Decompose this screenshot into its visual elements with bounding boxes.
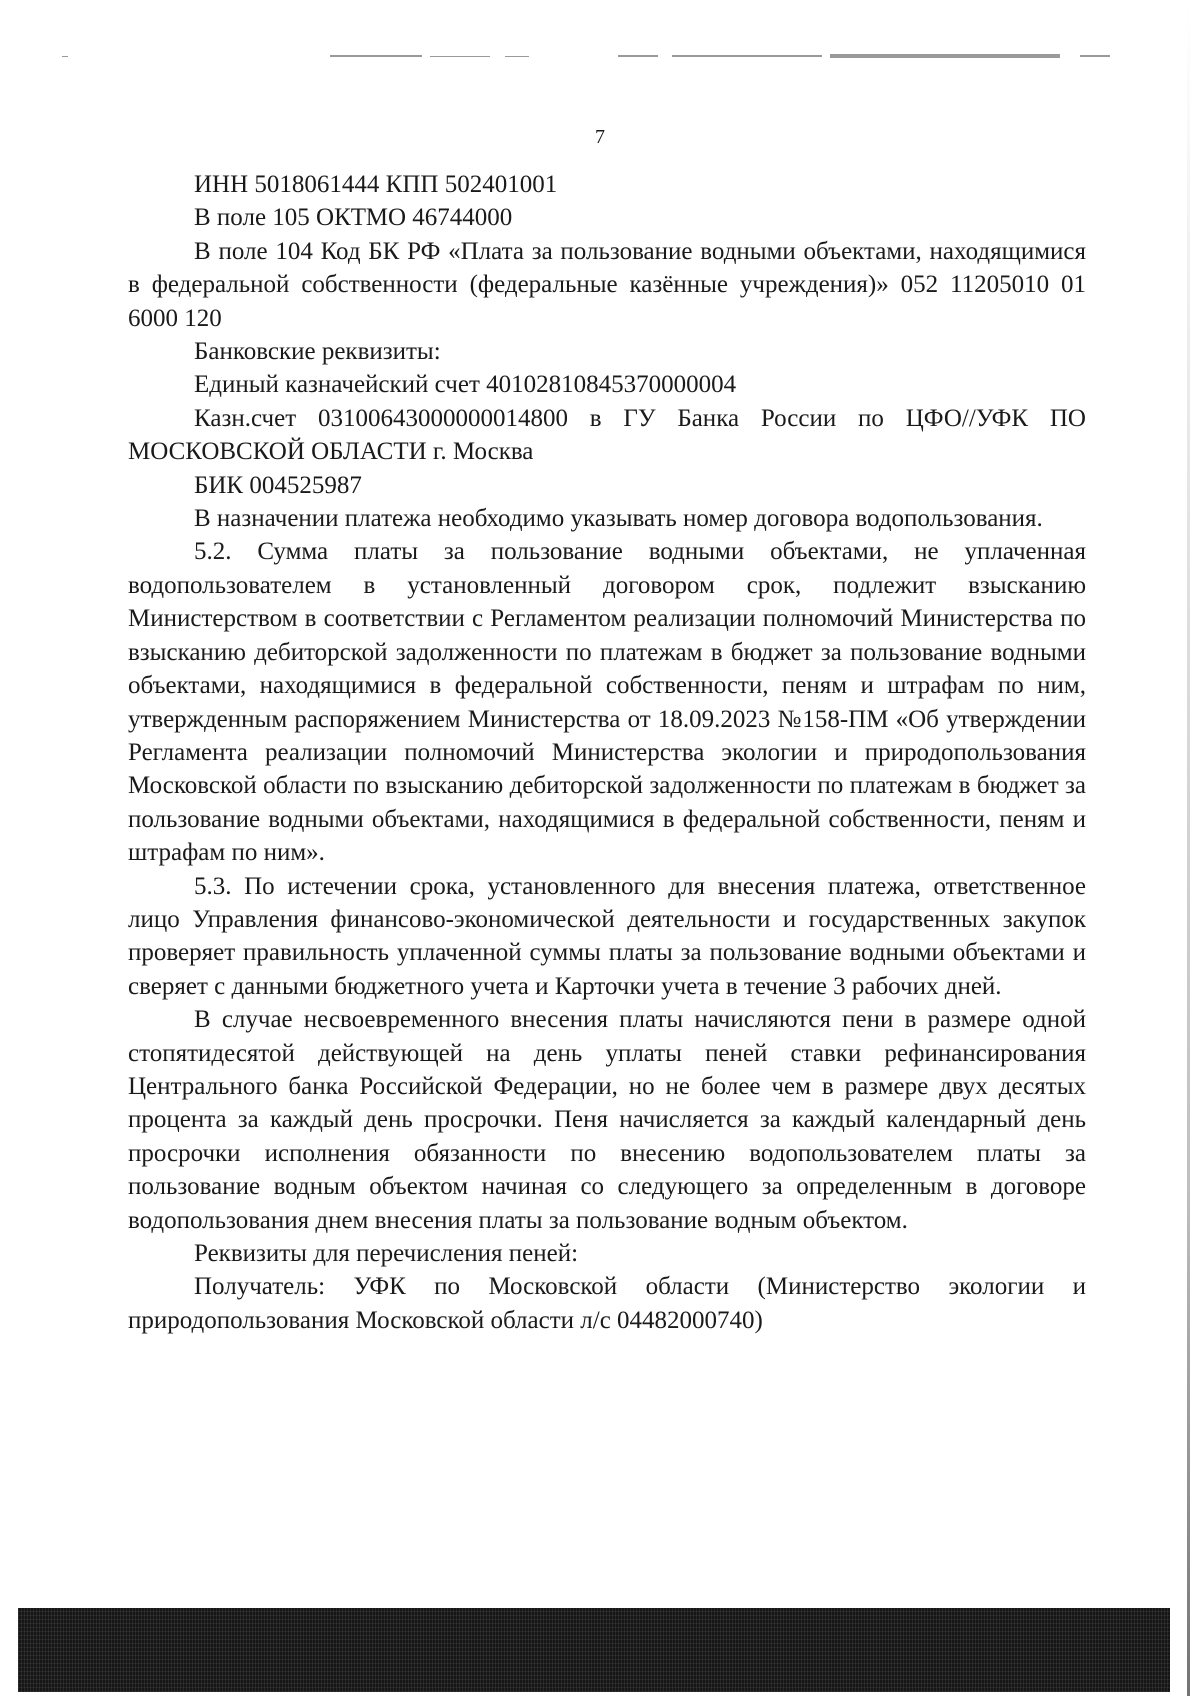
paragraph: 5.3. По истечении срока, установленного для внесения платежа, ответственное лицо Управления финансово-экономической деятельности и государственных закупок проверяет правильность уплаченной суммы платы за пользование водными объектами и сверяет с данными бюджетного учета и Карточки учета в течение 3 рабочих дней. bbox=[128, 872, 1086, 1000]
paragraph: ИНН 5018061444 КПП 502401001 bbox=[194, 171, 558, 198]
scan-noise-top bbox=[0, 52, 1200, 66]
paragraph: Получатель: УФК по Московской области (Министерство экологии и природопользования Московской области л/с 04482000740) bbox=[128, 1273, 1086, 1334]
paragraph: Реквизиты для перечисления пеней: bbox=[194, 1240, 579, 1267]
paragraph: Казн.счет 03100643000000014800 в ГУ Банка России по ЦФО//УФК ПО МОСКОВСКОЙ ОБЛАСТИ г. Москва bbox=[128, 404, 1086, 466]
scan-dark-band bbox=[18, 1608, 1170, 1692]
scan-edge-right bbox=[1187, 0, 1190, 1696]
paragraph: В поле 105 ОКТМО 46744000 bbox=[194, 204, 513, 232]
paragraph: 5.2. Сумма платы за пользование водными объектами, не уплаченная водопользователем в установленный договором срок, подлежит взысканию Министерством в соответствии с Регламентом реализации полномочий Министерства по взысканию дебиторской задолженности по платежам в бюджет за пользование водными объектами, находящимися в федеральной собственности, пеням и штрафам по ним, утвержденным распоряжением Министерства от 18.09.2023 №158-ПМ «Об утверждении Регламента реализации полномочий Министерства экологии и природопользования Московской области по взысканию дебиторской задолженности по платежам в бюджет за пользование водными объектами, находящимися в федеральной собственности, пеням и штрафам по ним». bbox=[128, 538, 1086, 867]
document-body bbox=[128, 168, 1086, 1337]
page-number: 7 bbox=[595, 126, 605, 148]
paragraph: В поле 104 Код БК РФ «Плата за пользование водными объектами, находящимися в федеральной собственности (федеральные казённые учреждения)» 052 11205010 01 6000 120 bbox=[128, 237, 1086, 332]
paragraph: БИК 004525987 bbox=[194, 471, 362, 499]
paragraph: В назначении платежа необходимо указывать номер договора водопользования. bbox=[194, 505, 1043, 533]
paragraph: Единый казначейский счет 40102810845370000004 bbox=[194, 371, 737, 399]
paragraph: Банковские реквизиты: bbox=[194, 338, 441, 366]
paragraph: В случае несвоевременного внесения платы начисляются пени в размере одной стопятидесятой действующей на день уплаты пеней ставки рефинансирования Центрального банка Российской Федерации, но не более чем в размере двух десятых процента за каждый день просрочки. Пеня начисляется за каждый календарный день просрочки исполнения обязанности по внесению водопользователем платы за пользование водным объектом начиная со следующего за определенным в договоре водопользования днем внесения платы за пользование водным объектом. bbox=[128, 1006, 1086, 1234]
